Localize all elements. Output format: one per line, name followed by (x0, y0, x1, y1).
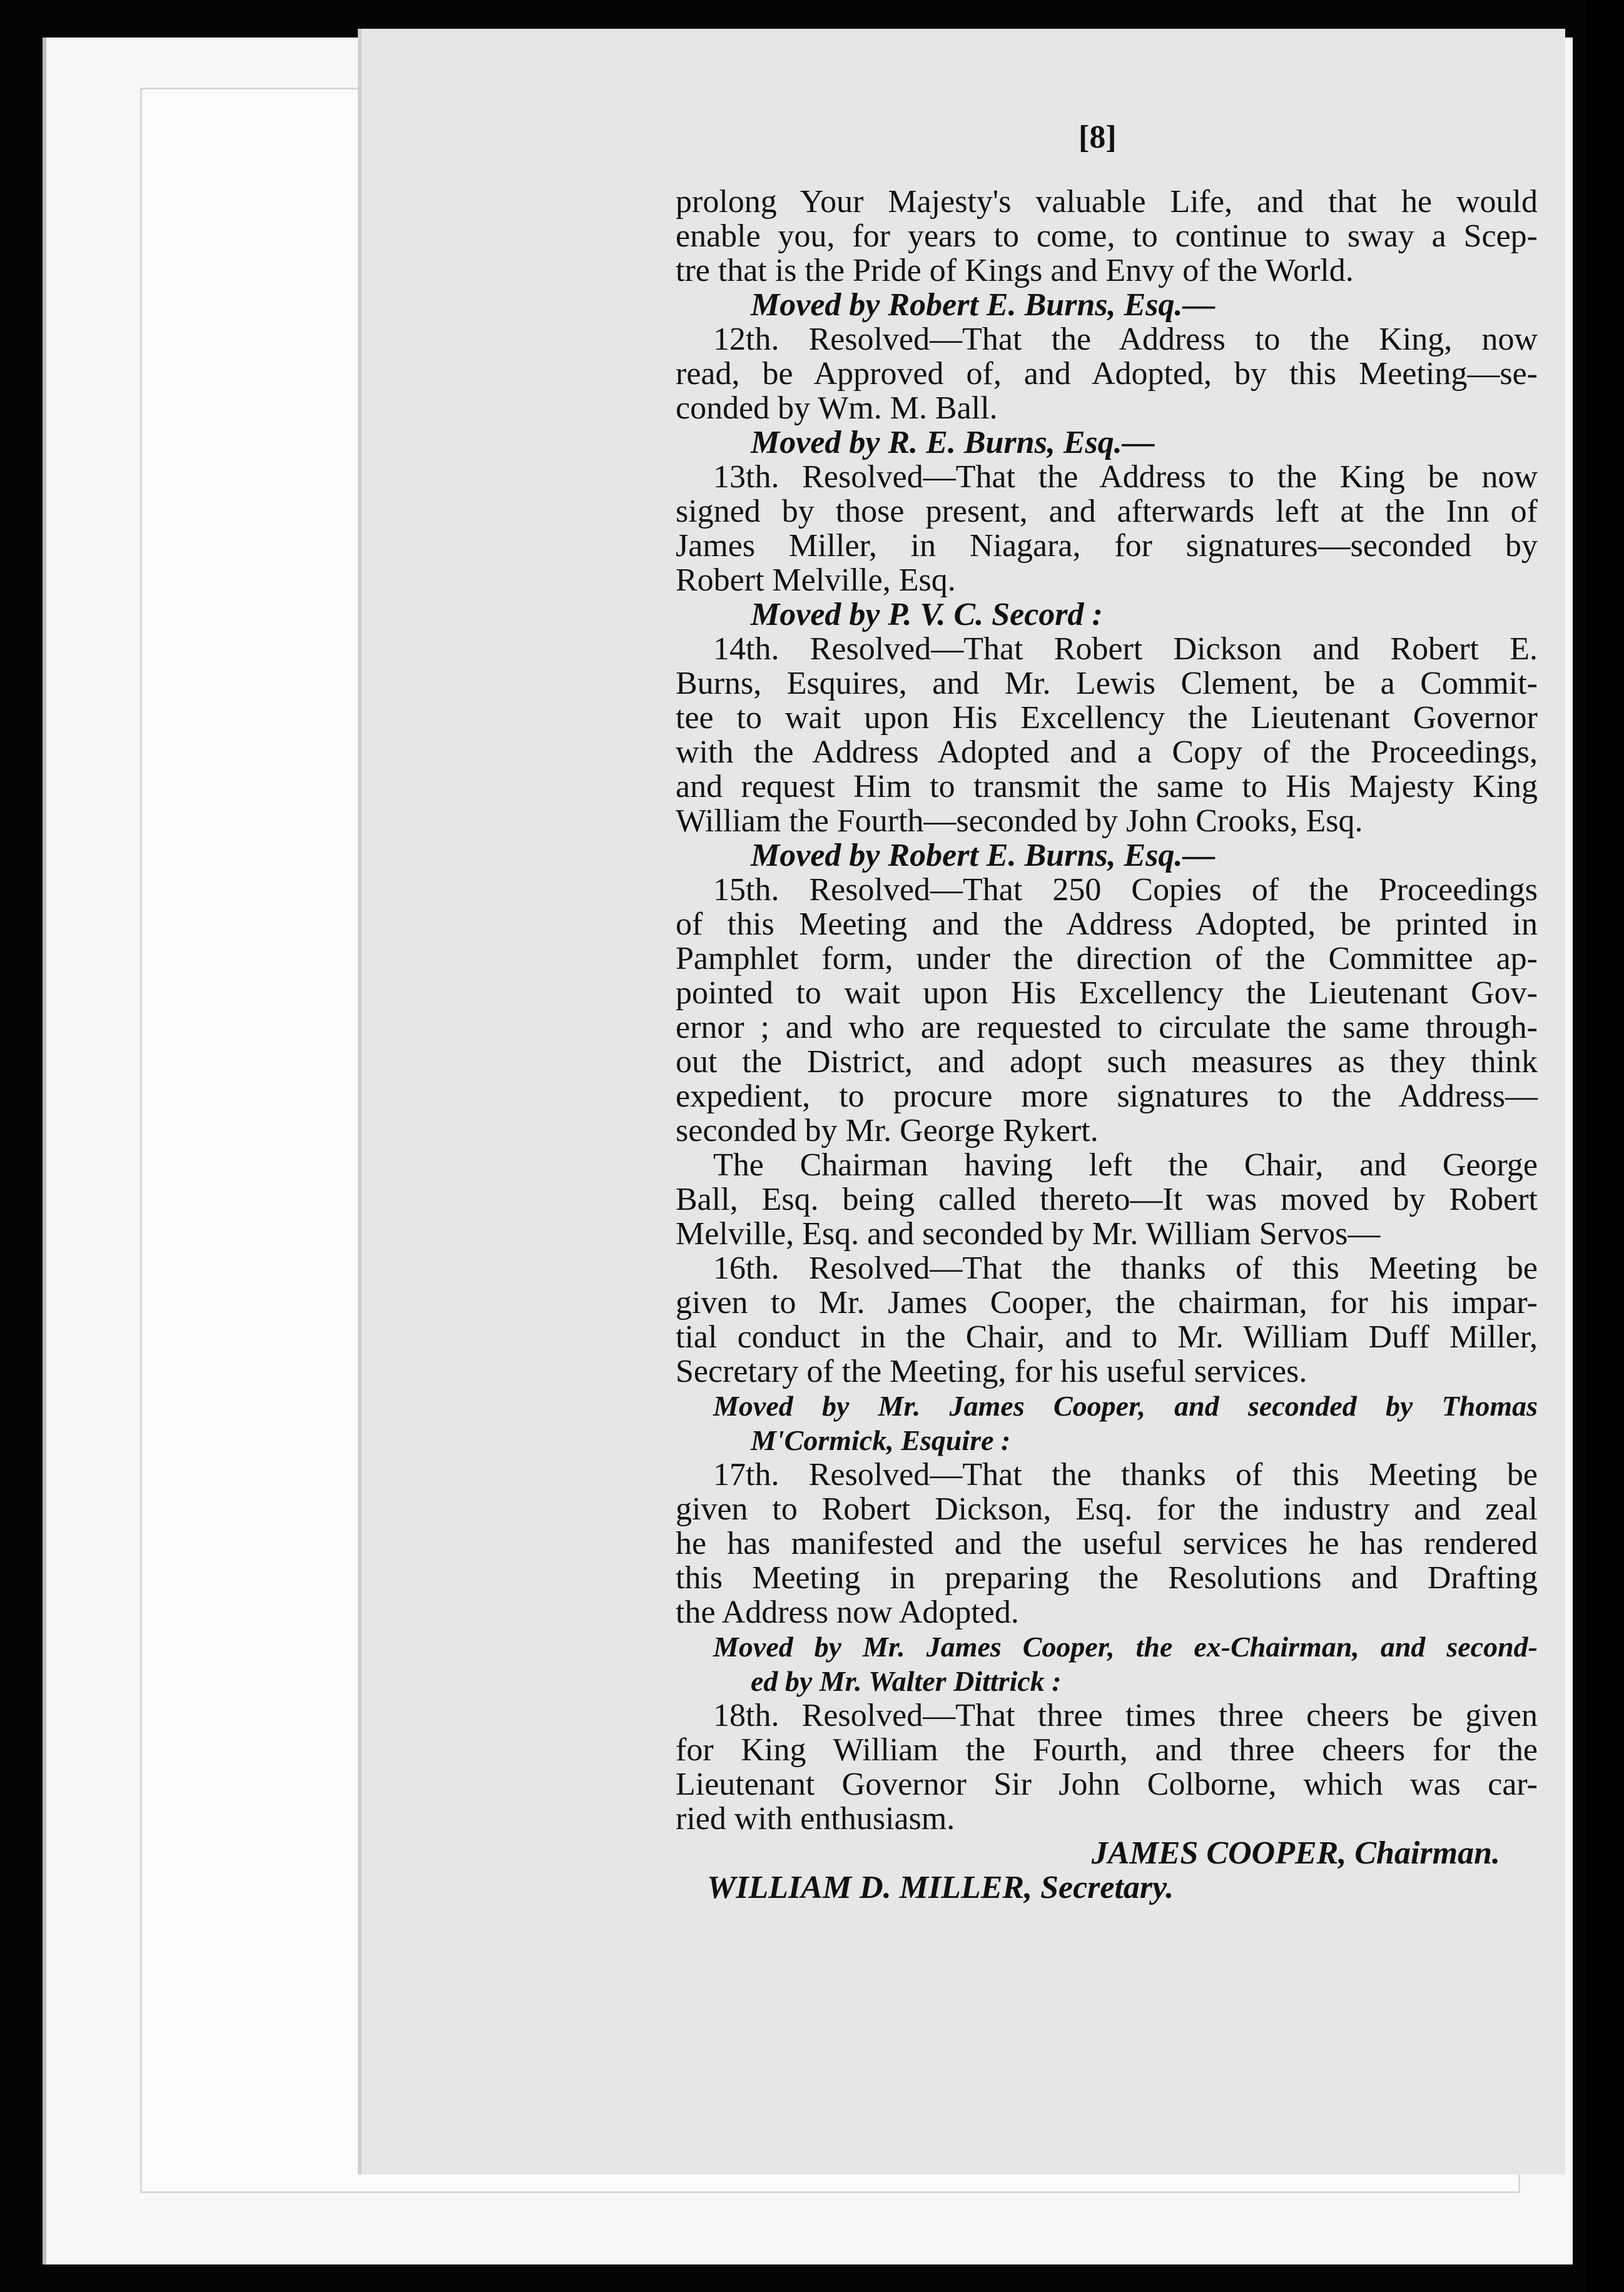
text-line: Moved by Mr. James Cooper, and seconded by Thomas (713, 1390, 1538, 1422)
text-line: The Chairman having left the Chair, and George (713, 1147, 1538, 1183)
text-line: Moved by P. V. C. Secord : (751, 597, 1103, 632)
text-line: for King William the Fourth, and three cheers for the (676, 1732, 1538, 1768)
text-line: Moved by Mr. James Cooper, the ex-Chairman, and second- (713, 1631, 1538, 1663)
text-line: expedient, to procure more signatures to the Address— (676, 1078, 1538, 1114)
text-line: ried with enthusiasm. (676, 1801, 955, 1837)
text-line: James Miller, in Niagara, for signatures—seconded by (676, 528, 1538, 564)
text-line: Burns, Esquires, and Mr. Lewis Clement, be a Commit- (676, 666, 1538, 701)
text-line: of this Meeting and the Address Adopted, be printed in (676, 906, 1538, 942)
text-line: prolong Your Majesty's valuable Life, and that he would (676, 184, 1538, 220)
chairman-signature: JAMES COOPER, Chairman. (1091, 1835, 1500, 1871)
text-line: seconded by Mr. George Rykert. (676, 1113, 1099, 1149)
text-line: given to Mr. James Cooper, the chairman, for his impar- (676, 1285, 1538, 1321)
text-line: 18th. Resolved—That three times three cheers be given (713, 1698, 1538, 1733)
text-line: ed by Mr. Walter Dittrick : (751, 1665, 1062, 1697)
text-line: 15th. Resolved—That 250 Copies of the Proceedings (713, 872, 1538, 908)
text-line: read, be Approved of, and Adopted, by this Meeting—se- (676, 356, 1538, 392)
text-line: William the Fourth—seconded by John Crooks, Esq. (676, 803, 1363, 839)
text-line: given to Robert Dickson, Esq. for the industry and zeal (676, 1491, 1538, 1527)
text-line: the Address now Adopted. (676, 1595, 1019, 1630)
page-number: [8] (1078, 119, 1117, 155)
text-line: 12th. Resolved—That the Address to the King, now (713, 322, 1538, 357)
text-line: Pamphlet form, under the direction of the Committee ap- (676, 941, 1538, 976)
text-line: with the Address Adopted and a Copy of the Proceedings, (676, 734, 1538, 770)
text-line: out the District, and adopt such measures as they think (676, 1044, 1538, 1080)
text-line: Moved by Robert E. Burns, Esq.— (751, 287, 1215, 323)
text-line: enable you, for years to come, to continue to sway a Scep- (676, 218, 1538, 254)
text-line: pointed to wait upon His Excellency the Lieutenant Gov- (676, 975, 1538, 1011)
text-line: 13th. Resolved—That the Address to the King be now (713, 459, 1538, 495)
text-line: 17th. Resolved—That the thanks of this Meeting be (713, 1457, 1538, 1493)
text-line: Moved by Robert E. Burns, Esq.— (751, 838, 1215, 873)
text-line: and request Him to transmit the same to His Majesty King (676, 769, 1538, 804)
page-body-text (676, 185, 1538, 1905)
text-line: Moved by R. E. Burns, Esq.— (751, 425, 1155, 460)
text-line: tial conduct in the Chair, and to Mr. William Duff Miller, (676, 1319, 1538, 1355)
text-line: tre that is the Pride of Kings and Envy of the World. (676, 253, 1354, 288)
text-line: tee to wait upon His Excellency the Lieutenant Governor (676, 700, 1538, 736)
text-line: Lieutenant Governor Sir John Colborne, which was car- (676, 1767, 1538, 1802)
scan-right-edge (1586, 0, 1624, 2292)
text-line: ernor ; and who are requested to circulate the same through- (676, 1010, 1538, 1045)
text-line: Ball, Esq. being called thereto—It was moved by Robert (676, 1182, 1538, 1217)
text-line: signed by those present, and afterwards left at the Inn of (676, 494, 1538, 529)
text-line: Robert Melville, Esq. (676, 562, 956, 598)
text-line: he has manifested and the useful services he has rendered (676, 1526, 1538, 1561)
secretary-signature: WILLIAM D. MILLER, Secretary. (707, 1870, 1174, 1905)
text-line: this Meeting in preparing the Resolutions and Drafting (676, 1560, 1538, 1596)
text-line: M'Cormick, Esquire : (751, 1424, 1011, 1456)
text-line: Secretary of the Meeting, for his useful services. (676, 1354, 1307, 1389)
text-line: Melville, Esq. and seconded by Mr. William Servos— (676, 1216, 1381, 1252)
text-line: 16th. Resolved—That the thanks of this Meeting be (713, 1250, 1538, 1286)
text-line: 14th. Resolved—That Robert Dickson and Robert E. (713, 631, 1538, 667)
text-line: conded by Wm. M. Ball. (676, 390, 998, 426)
